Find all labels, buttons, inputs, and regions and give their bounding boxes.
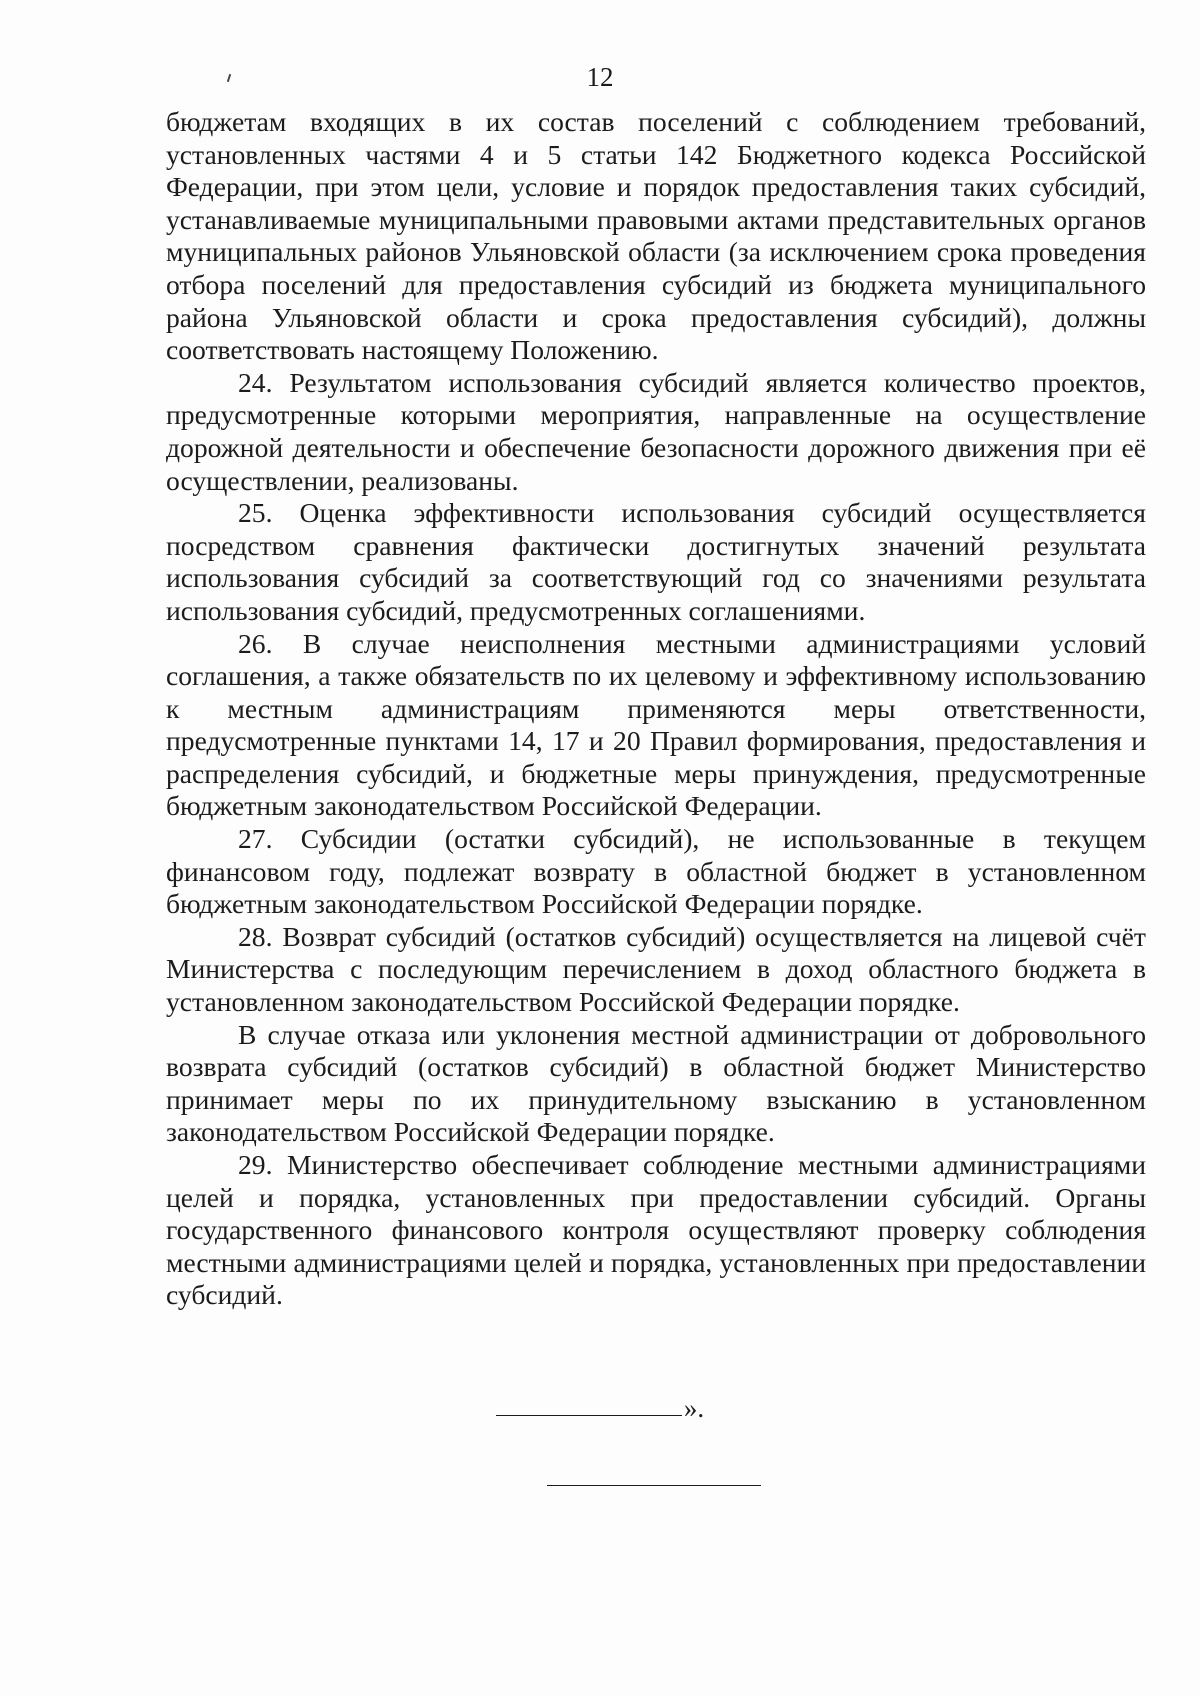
paragraph-29: 29. Министерство обеспечивает соблюдение местными администрациями целей и порядка, установленных при предоставлении субсидий. Органы государственного финансового контроля осуществляют проверку соблюдения местными администрациями целей и порядка, установленных при предоставлении субсидий. bbox=[166, 1149, 1146, 1311]
page-number: 12 bbox=[586, 62, 614, 92]
paragraph-continuation: бюджетам входящих в их состав поселений с соблюдением требований, установленных частями 4 и 5 статьи 142 Бюджетного кодекса Российской Федерации, при этом цели, условие и порядок предоставления таких субсидий, устанавливаемые муниципальными правовыми актами представительных органов муниципальных районов Ульяновской области (за исключением срока проведения отбора поселений для предоставления субсидий из бюджета муниципального района Ульяновской области и срока предоставления субсидий), должны соответствовать настоящему Положению. bbox=[166, 106, 1146, 366]
paragraph-27: 27. Субсидии (остатки субсидий), не использованные в текущем финансовом году, подлежат возврату в областной бюджет в установленном бюджетным законодательством Российской Федерации порядке. bbox=[166, 823, 1146, 920]
paragraph-28-refusal: В случае отказа или уклонения местной администрации от добровольного возврата субсидий (остатков субсидий) в областной бюджет Министерство принимает меры по их принудительному взысканию в установленном законодательством Российской Федерации порядке. bbox=[166, 1018, 1146, 1148]
paragraph-24: 24. Результатом использования субсидий является количество проектов, предусмотренные которыми мероприятия, направленные на осуществление дорожной деятельности и обеспечение безопасности дорожного движения при её осуществлении, реализованы. bbox=[166, 366, 1146, 496]
paragraph-28: 28. Возврат субсидий (остатков субсидий) осуществляется на лицевой счёт Министерства с последующим перечислением в доход областного бюджета в установленном законодательством Российской Федерации порядке. bbox=[166, 920, 1146, 1018]
closing-underline bbox=[496, 1415, 682, 1416]
closing-quote-mark: ». bbox=[683, 1393, 705, 1423]
end-of-document-rule bbox=[547, 1485, 761, 1486]
document-body bbox=[166, 106, 1146, 1312]
paragraph-26: 26. В случае неисполнения местными администрациями условий соглашения, а также обязательств по их целевому и эффективному использованию к местным администрациям применяются меры ответственности, предусмотренные пунктами 14, 17 и 20 Правил формирования, предоставления и распределения субсидий, и бюджетные меры принуждения, предусмотренные бюджетным законодательством Российской Федерации. bbox=[166, 627, 1146, 822]
paragraph-25: 25. Оценка эффективности использования субсидий осуществляется посредством сравнения фактически достигнутых значений результата использования субсидий за соответствующий год со значениями результата использования субсидий, предусмотренных соглашениями. bbox=[166, 497, 1146, 626]
closing-line bbox=[0, 1393, 1200, 1424]
